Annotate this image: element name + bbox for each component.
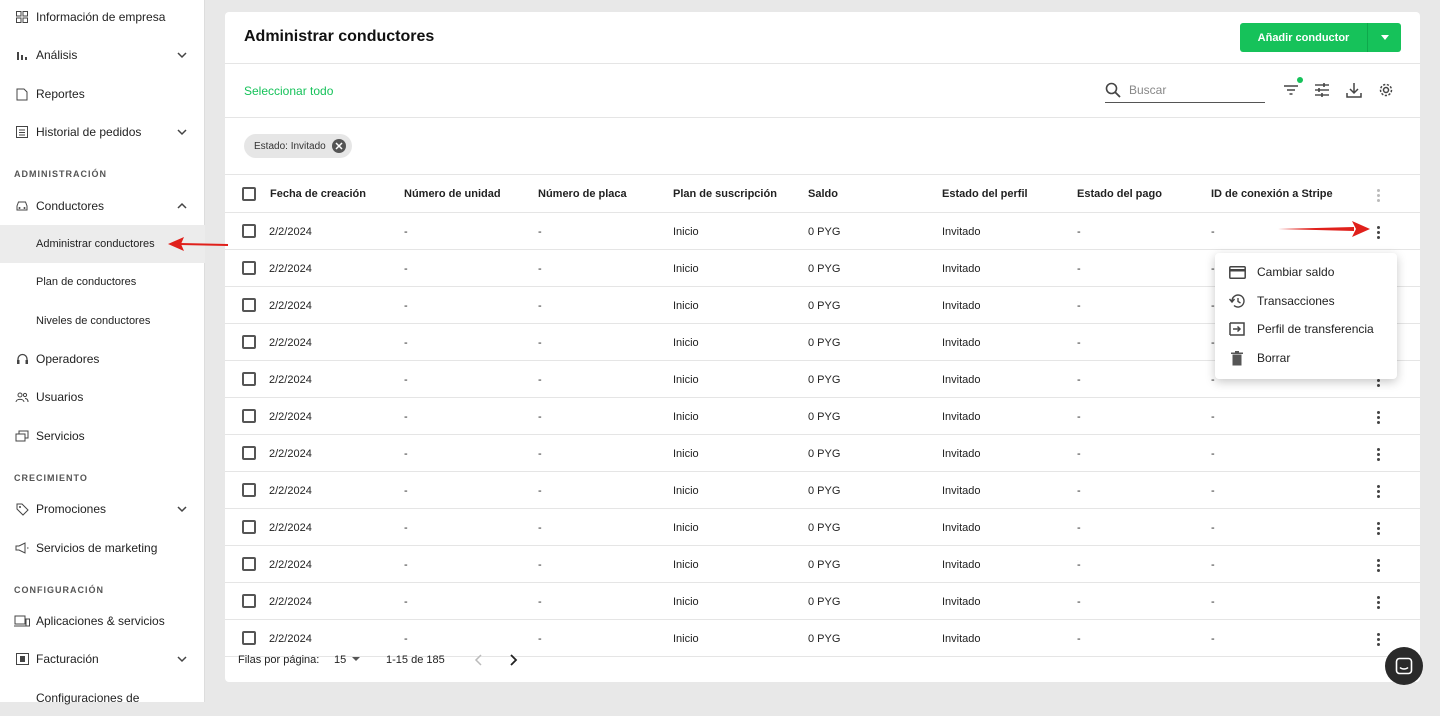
table-cell: Invitado bbox=[942, 596, 981, 608]
filter-button[interactable] bbox=[1281, 80, 1301, 100]
pagination bbox=[225, 637, 1420, 682]
table-cell: - bbox=[1211, 337, 1215, 349]
table-cell: 0 PYG bbox=[808, 337, 841, 349]
bar-chart-icon bbox=[14, 47, 30, 63]
table-cell: 0 PYG bbox=[808, 485, 841, 497]
sidebar-item-label: Configuraciones de bbox=[36, 691, 140, 705]
tune-icon bbox=[1314, 82, 1330, 98]
table-cell: Inicio bbox=[673, 559, 699, 571]
table-cell: 0 PYG bbox=[808, 633, 841, 645]
table-cell: Inicio bbox=[673, 411, 699, 423]
table-cell: 0 PYG bbox=[808, 411, 841, 423]
table-row[interactable] bbox=[225, 509, 1420, 546]
sidebar-item-empresa[interactable] bbox=[0, 0, 205, 35]
table-cell: 2/2/2024 bbox=[269, 263, 312, 275]
sidebar-item-promociones[interactable] bbox=[0, 491, 205, 527]
chevron-down-icon bbox=[175, 125, 189, 139]
page-title: Administrar conductores bbox=[244, 28, 435, 45]
table-cell: - bbox=[1211, 596, 1215, 608]
dashboard-icon bbox=[14, 9, 30, 25]
table-cell: - bbox=[1077, 596, 1081, 608]
select-all-checkbox[interactable] bbox=[242, 187, 256, 201]
sidebar-item-label: Reportes bbox=[36, 87, 85, 101]
row-checkbox[interactable] bbox=[242, 557, 256, 571]
table-cell: 2/2/2024 bbox=[269, 559, 312, 571]
table-cell: 2/2/2024 bbox=[269, 633, 312, 645]
table-cell: 0 PYG bbox=[808, 263, 841, 275]
sidebar-item-operadores[interactable] bbox=[0, 341, 205, 377]
table-cell: - bbox=[538, 411, 542, 423]
sidebar-item-historial[interactable] bbox=[0, 114, 205, 150]
table-cell: 0 PYG bbox=[808, 374, 841, 386]
row-checkbox[interactable] bbox=[242, 409, 256, 423]
gear-icon bbox=[1378, 82, 1394, 98]
column-header[interactable]: Estado del perfil bbox=[942, 188, 1028, 200]
table-cell: 2/2/2024 bbox=[269, 485, 312, 497]
table-cell: - bbox=[404, 226, 408, 238]
table-cell: - bbox=[538, 337, 542, 349]
drivers-table bbox=[225, 174, 1420, 645]
trash-icon bbox=[1228, 349, 1246, 367]
table-cell: Invitado bbox=[942, 300, 981, 312]
columns-button[interactable] bbox=[1312, 80, 1332, 100]
menu-item-label: Borrar bbox=[1257, 351, 1291, 365]
column-header[interactable]: Fecha de creación bbox=[270, 188, 366, 200]
sidebar-item-label: Conductores bbox=[36, 199, 105, 213]
devices-icon bbox=[14, 613, 30, 629]
tag-icon bbox=[14, 501, 30, 517]
add-driver-label[interactable]: Añadir conductor bbox=[1240, 23, 1368, 52]
table-cell: - bbox=[404, 633, 408, 645]
sidebar-item-label: Operadores bbox=[36, 352, 100, 366]
table-cell: Inicio bbox=[673, 596, 699, 608]
table-cell: - bbox=[1211, 485, 1215, 497]
table-cell: 2/2/2024 bbox=[269, 448, 312, 460]
chevron-down-icon bbox=[175, 502, 189, 516]
table-cell: Invitado bbox=[942, 559, 981, 571]
headset-icon bbox=[14, 351, 30, 367]
table-cell: - bbox=[1077, 633, 1081, 645]
row-checkbox[interactable] bbox=[242, 261, 256, 275]
sidebar bbox=[0, 0, 205, 705]
menu-item-borrar[interactable] bbox=[1215, 344, 1397, 372]
table-cell: 0 PYG bbox=[808, 448, 841, 460]
table-cell: 2/2/2024 bbox=[269, 411, 312, 423]
filter-active-dot bbox=[1297, 77, 1303, 83]
table-row[interactable] bbox=[225, 398, 1420, 435]
sidebar-item-configuraciones[interactable] bbox=[0, 680, 205, 716]
search-input[interactable] bbox=[1129, 83, 1259, 97]
table-cell: - bbox=[404, 559, 408, 571]
row-actions-menu bbox=[1215, 253, 1397, 379]
sidebar-item-aplicaciones[interactable] bbox=[0, 603, 205, 639]
table-cell: Inicio bbox=[673, 226, 699, 238]
table-cell: - bbox=[404, 522, 408, 534]
column-header[interactable]: Número de placa bbox=[538, 188, 627, 200]
invoice-icon bbox=[14, 651, 30, 667]
table-cell: - bbox=[1077, 374, 1081, 386]
table-cell: Inicio bbox=[673, 374, 699, 386]
table-cell: 2/2/2024 bbox=[269, 596, 312, 608]
more-vert-icon[interactable] bbox=[1370, 518, 1386, 538]
row-checkbox[interactable] bbox=[242, 594, 256, 608]
chevron-left-icon bbox=[475, 654, 483, 666]
section-title-crecimiento: CRECIMIENTO bbox=[14, 473, 88, 483]
table-cell: Inicio bbox=[673, 485, 699, 497]
search-icon bbox=[1105, 82, 1121, 98]
table-cell: - bbox=[1211, 448, 1215, 460]
table-cell: - bbox=[538, 596, 542, 608]
sidebar-item-label: Información de empresa bbox=[36, 10, 166, 24]
sidebar-sub-plan-conductores[interactable] bbox=[0, 263, 205, 301]
sidebar-item-label: Historial de pedidos bbox=[36, 125, 142, 139]
table-cell: - bbox=[1077, 522, 1081, 534]
document-icon bbox=[14, 86, 30, 102]
next-page-button[interactable] bbox=[509, 654, 517, 669]
row-checkbox[interactable] bbox=[242, 224, 256, 238]
table-cell: Inicio bbox=[673, 522, 699, 534]
rows-per-page-value: 15 bbox=[334, 653, 347, 666]
search-field[interactable] bbox=[1105, 77, 1265, 103]
settings-button[interactable] bbox=[1376, 80, 1396, 100]
table-cell: 0 PYG bbox=[808, 300, 841, 312]
menu-item-label: Cambiar saldo bbox=[1257, 265, 1335, 279]
more-vert-icon[interactable] bbox=[1370, 407, 1386, 427]
table-cell: - bbox=[1211, 633, 1215, 645]
table-cell: - bbox=[404, 485, 408, 497]
table-cell: Invitado bbox=[942, 374, 981, 386]
table-cell: - bbox=[1211, 226, 1215, 238]
megaphone-icon bbox=[14, 540, 30, 556]
table-cell: - bbox=[538, 522, 542, 534]
pagination-range: 1-15 de 185 bbox=[386, 653, 445, 666]
sidebar-item-label: Aplicaciones & servicios bbox=[36, 614, 165, 628]
table-cell: - bbox=[1211, 522, 1215, 534]
table-cell: Invitado bbox=[942, 411, 981, 423]
chevron-down-icon bbox=[175, 652, 189, 666]
sidebar-item-reportes[interactable] bbox=[0, 76, 205, 112]
header-more-icon bbox=[1370, 185, 1386, 205]
caret-down-icon bbox=[1380, 35, 1390, 41]
more-vert-icon[interactable] bbox=[1370, 222, 1386, 242]
row-checkbox[interactable] bbox=[242, 298, 256, 312]
users-icon bbox=[14, 389, 30, 405]
table-row[interactable] bbox=[225, 435, 1420, 472]
column-header[interactable]: ID de conexión a Stripe bbox=[1211, 188, 1333, 200]
table-row[interactable] bbox=[225, 583, 1420, 620]
table-cell: - bbox=[538, 300, 542, 312]
column-header[interactable]: Saldo bbox=[808, 188, 838, 200]
row-checkbox[interactable] bbox=[242, 446, 256, 460]
table-cell: - bbox=[1211, 300, 1215, 312]
chat-icon bbox=[1395, 657, 1413, 675]
table-cell: 0 PYG bbox=[808, 226, 841, 238]
settings-icon bbox=[14, 690, 30, 706]
table-cell: 0 PYG bbox=[808, 522, 841, 534]
sidebar-item-label: Facturación bbox=[36, 652, 99, 666]
row-checkbox[interactable] bbox=[242, 372, 256, 386]
sidebar-sub-niveles-conductores[interactable] bbox=[0, 302, 205, 340]
menu-item-label: Perfil de transferencia bbox=[1257, 322, 1374, 336]
caret-down-icon bbox=[352, 657, 360, 662]
table-cell: - bbox=[404, 337, 408, 349]
section-title-administracion: ADMINISTRACIÓN bbox=[14, 169, 107, 179]
table-cell: - bbox=[404, 596, 408, 608]
annotation-arrow-right bbox=[1278, 220, 1370, 238]
sidebar-item-label: Promociones bbox=[36, 502, 107, 516]
car-icon bbox=[14, 198, 30, 214]
table-cell: - bbox=[538, 485, 542, 497]
table-cell: 2/2/2024 bbox=[269, 300, 312, 312]
menu-item-transacciones[interactable] bbox=[1215, 287, 1397, 315]
rows-per-page-label: Filas por página: bbox=[238, 653, 320, 666]
sidebar-item-label: Servicios bbox=[36, 429, 85, 443]
card-header bbox=[225, 12, 1420, 64]
select-all-link[interactable]: Seleccionar todo bbox=[244, 84, 334, 98]
table-cell: - bbox=[404, 263, 408, 275]
sidebar-item-servicios[interactable] bbox=[0, 418, 205, 454]
sidebar-item-conductores[interactable] bbox=[0, 188, 205, 224]
sidebar-sub-label: Administrar conductores bbox=[36, 238, 155, 250]
table-cell: - bbox=[1077, 485, 1081, 497]
more-vert-icon[interactable] bbox=[1370, 592, 1386, 612]
table-cell: - bbox=[1077, 263, 1081, 275]
download-icon bbox=[1346, 82, 1362, 98]
filter-icon bbox=[1283, 84, 1299, 96]
table-cell: - bbox=[1077, 411, 1081, 423]
table-cell: Invitado bbox=[942, 522, 981, 534]
table-toolbar bbox=[225, 64, 1420, 118]
table-cell: - bbox=[538, 263, 542, 275]
sidebar-item-marketing[interactable] bbox=[0, 530, 205, 566]
transfer-icon bbox=[1228, 320, 1246, 338]
add-driver-button[interactable] bbox=[1240, 23, 1401, 52]
chevron-down-icon bbox=[175, 48, 189, 62]
column-header[interactable]: Plan de suscripción bbox=[673, 188, 777, 200]
table-cell: Inicio bbox=[673, 633, 699, 645]
section-title-configuracion: CONFIGURACIÓN bbox=[14, 585, 104, 595]
row-checkbox[interactable] bbox=[242, 335, 256, 349]
table-cell: 2/2/2024 bbox=[269, 374, 312, 386]
sidebar-item-facturacion[interactable] bbox=[0, 641, 205, 677]
sidebar-sub-label: Niveles de conductores bbox=[36, 315, 151, 327]
more-vert-icon[interactable] bbox=[1370, 444, 1386, 464]
table-row[interactable] bbox=[225, 213, 1420, 250]
close-icon[interactable] bbox=[332, 139, 346, 153]
table-cell: Invitado bbox=[942, 337, 981, 349]
sidebar-item-label: Usuarios bbox=[36, 390, 84, 404]
table-cell: - bbox=[1077, 448, 1081, 460]
table-cell: - bbox=[538, 374, 542, 386]
table-cell: - bbox=[1077, 559, 1081, 571]
table-cell: - bbox=[1077, 226, 1081, 238]
sidebar-item-label: Servicios de marketing bbox=[36, 541, 158, 555]
table-cell: Inicio bbox=[673, 300, 699, 312]
table-cell: - bbox=[1211, 263, 1215, 275]
history-icon bbox=[1228, 292, 1246, 310]
chevron-up-icon bbox=[175, 199, 189, 213]
table-cell: Invitado bbox=[942, 263, 981, 275]
column-header[interactable]: Número de unidad bbox=[404, 188, 501, 200]
table-cell: - bbox=[1077, 300, 1081, 312]
table-row[interactable] bbox=[225, 546, 1420, 583]
list-icon bbox=[14, 124, 30, 140]
chat-button[interactable] bbox=[1385, 647, 1423, 685]
menu-item-cambiar-saldo[interactable] bbox=[1215, 258, 1397, 286]
filter-chip-label: Estado: Invitado bbox=[254, 140, 326, 152]
filter-chip[interactable] bbox=[244, 134, 352, 158]
table-cell: - bbox=[1211, 559, 1215, 571]
credit-card-icon bbox=[1228, 263, 1246, 281]
sidebar-item-label: Análisis bbox=[36, 48, 78, 62]
table-cell: - bbox=[404, 448, 408, 460]
table-cell: - bbox=[538, 633, 542, 645]
sidebar-item-usuarios[interactable] bbox=[0, 379, 205, 415]
table-cell: - bbox=[1077, 337, 1081, 349]
table-cell: - bbox=[404, 411, 408, 423]
table-cell: Invitado bbox=[942, 485, 981, 497]
table-cell: 2/2/2024 bbox=[269, 522, 312, 534]
table-header bbox=[225, 174, 1420, 213]
rows-per-page-select[interactable] bbox=[334, 654, 360, 666]
row-checkbox[interactable] bbox=[242, 483, 256, 497]
table-cell: Invitado bbox=[942, 633, 981, 645]
services-icon bbox=[14, 428, 30, 444]
table-cell: - bbox=[538, 226, 542, 238]
table-cell: 0 PYG bbox=[808, 559, 841, 571]
sidebar-item-analisis[interactable] bbox=[0, 37, 205, 73]
table-cell: Invitado bbox=[942, 448, 981, 460]
add-driver-dropdown[interactable] bbox=[1368, 23, 1401, 52]
table-cell: - bbox=[404, 300, 408, 312]
sidebar-sub-label: Plan de conductores bbox=[36, 276, 137, 288]
annotation-arrow-left bbox=[168, 235, 230, 253]
table-cell: 0 PYG bbox=[808, 596, 841, 608]
more-vert-icon[interactable] bbox=[1370, 481, 1386, 501]
chevron-right-icon bbox=[509, 654, 517, 666]
table-cell: - bbox=[1211, 411, 1215, 423]
table-cell: - bbox=[538, 559, 542, 571]
row-checkbox[interactable] bbox=[242, 520, 256, 534]
menu-item-perfil-transferencia[interactable] bbox=[1215, 315, 1397, 343]
prev-page-button[interactable] bbox=[475, 654, 483, 669]
table-cell: 2/2/2024 bbox=[269, 337, 312, 349]
table-cell: Invitado bbox=[942, 226, 981, 238]
table-cell: Inicio bbox=[673, 263, 699, 275]
table-cell: - bbox=[404, 374, 408, 386]
download-button[interactable] bbox=[1344, 80, 1364, 100]
table-cell: - bbox=[1211, 374, 1215, 386]
table-cell: Inicio bbox=[673, 337, 699, 349]
table-cell: 2/2/2024 bbox=[269, 226, 312, 238]
more-vert-icon[interactable] bbox=[1370, 555, 1386, 575]
table-cell: - bbox=[538, 448, 542, 460]
column-header[interactable]: Estado del pago bbox=[1077, 188, 1162, 200]
table-cell: Inicio bbox=[673, 448, 699, 460]
menu-item-label: Transacciones bbox=[1257, 294, 1335, 308]
table-row[interactable] bbox=[225, 472, 1420, 509]
